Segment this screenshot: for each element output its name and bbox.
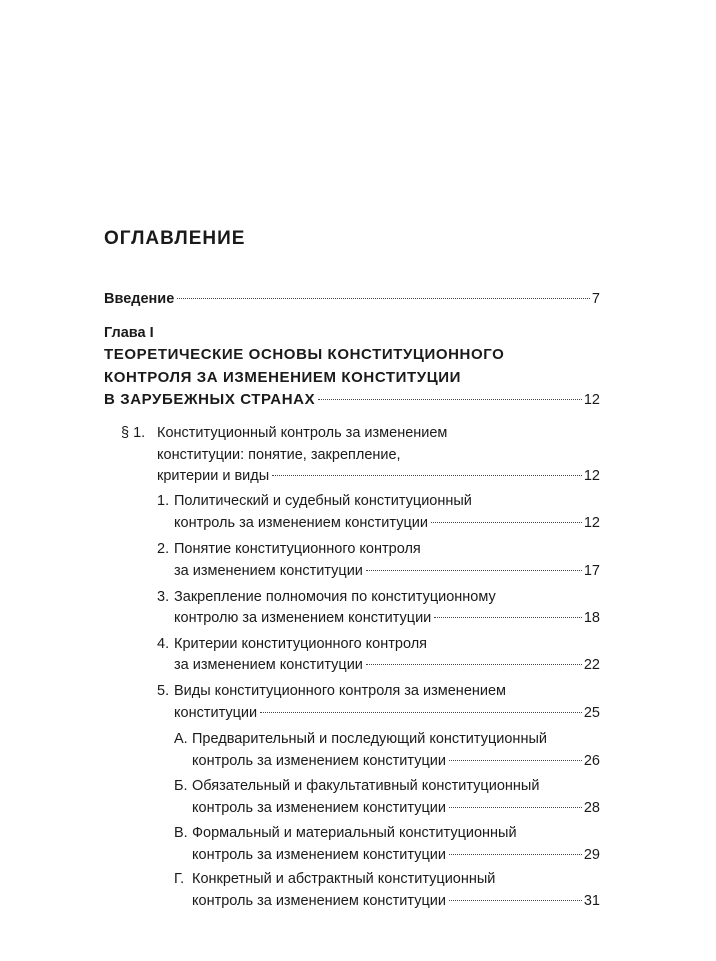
subitem-title-line: контроль за изменением конституции: [192, 800, 446, 816]
chapter-title-line: ТЕОРЕТИЧЕСКИЕ ОСНОВЫ КОНСТИТУЦИОННОГО: [104, 346, 505, 363]
section-title-line: Конституционный контроль за изменением: [157, 425, 448, 441]
toc-page-number: 12: [583, 392, 600, 408]
dot-leader: [449, 760, 582, 761]
toc-entry-item: [174, 654, 600, 677]
subitem-title-line: Конкретный и абстрактный конституционный: [192, 871, 496, 887]
chapter-title-line: КОНТРОЛЯ ЗА ИЗМЕНЕНИЕМ КОНСТИТУЦИИ: [104, 369, 462, 386]
toc-entry-subitem: [192, 890, 600, 913]
toc-entry-section: [157, 465, 600, 488]
item-title-line: Критерии конституционного контроля: [174, 636, 428, 652]
item-title-line: за изменением конституции: [174, 657, 363, 673]
dot-leader: [318, 399, 582, 400]
toc-entry-item: [174, 560, 600, 583]
item-number: 5.: [157, 683, 170, 699]
dot-leader: [366, 570, 582, 571]
item-title-line: Понятие конституционного контроля: [174, 541, 421, 557]
toc-page-number: 26: [583, 753, 600, 769]
item-title-line: Закрепление полномочия по конституционному: [174, 589, 496, 605]
toc-page-number: 17: [583, 563, 600, 579]
toc-entry-item: [174, 607, 600, 630]
item-number: 3.: [157, 589, 170, 605]
subitem-title-line: Предварительный и последующий конституционный: [192, 731, 547, 747]
dot-leader: [366, 664, 582, 665]
section-number: § 1.: [121, 425, 146, 441]
dot-leader: [449, 854, 582, 855]
subitem-title-line: контроль за изменением конституции: [192, 893, 446, 909]
subitem-number: Б.: [174, 778, 188, 794]
toc-entry-subitem: [192, 844, 600, 867]
toc-page-number: 18: [583, 610, 600, 626]
toc-entry-chapter: [104, 388, 600, 412]
toc-entry-item: [174, 702, 600, 725]
item-number: 1.: [157, 493, 170, 509]
toc-page-number: 29: [583, 847, 600, 863]
toc-page-number: 7: [591, 291, 600, 307]
dot-leader: [177, 298, 590, 299]
chapter-label: Глава I: [104, 325, 154, 341]
dot-leader: [449, 900, 582, 901]
toc-page-number: 28: [583, 800, 600, 816]
subitem-number: В.: [174, 825, 188, 841]
dot-leader: [434, 617, 582, 618]
subitem-title-line: контроль за изменением конституции: [192, 753, 446, 769]
toc-page-number: 31: [583, 893, 600, 909]
toc-page-number: 25: [583, 705, 600, 721]
dot-leader: [260, 712, 582, 713]
toc-entry-item: [174, 512, 600, 535]
subitem-title-line: контроль за изменением конституции: [192, 847, 446, 863]
item-title-line: контроль за изменением конституции: [174, 515, 428, 531]
item-title-line: конституции: [174, 705, 258, 721]
toc-title: ОГЛАВЛЕНИЕ: [104, 228, 246, 249]
toc-entry-subitem: [192, 750, 600, 773]
item-title-line: за изменением конституции: [174, 563, 363, 579]
toc-entry-intro: [104, 288, 600, 311]
subitem-title-line: Формальный и материальный конституционный: [192, 825, 517, 841]
chapter-title-line: В ЗАРУБЕЖНЫХ СТРАНАХ: [104, 391, 316, 408]
subitem-title-line: Обязательный и факультативный конституционный: [192, 778, 540, 794]
item-number: 4.: [157, 636, 170, 652]
item-number: 2.: [157, 541, 170, 557]
section-title-line: критерии и виды: [157, 468, 270, 484]
item-title-line: контролю за изменением конституции: [174, 610, 432, 626]
section-title-line: конституции: понятие, закрепление,: [157, 447, 401, 463]
subitem-number: А.: [174, 731, 188, 747]
dot-leader: [431, 522, 582, 523]
subitem-number: Г.: [174, 871, 185, 887]
toc-entry-label: Введение: [104, 291, 175, 307]
toc-page-number: 12: [583, 468, 600, 484]
item-title-line: Политический и судебный конституционный: [174, 493, 472, 509]
dot-leader: [272, 475, 582, 476]
item-title-line: Виды конституционного контроля за изменением: [174, 683, 507, 699]
toc-page-number: 22: [583, 657, 600, 673]
dot-leader: [449, 807, 582, 808]
toc-entry-subitem: [192, 797, 600, 820]
toc-page-number: 12: [583, 515, 600, 531]
